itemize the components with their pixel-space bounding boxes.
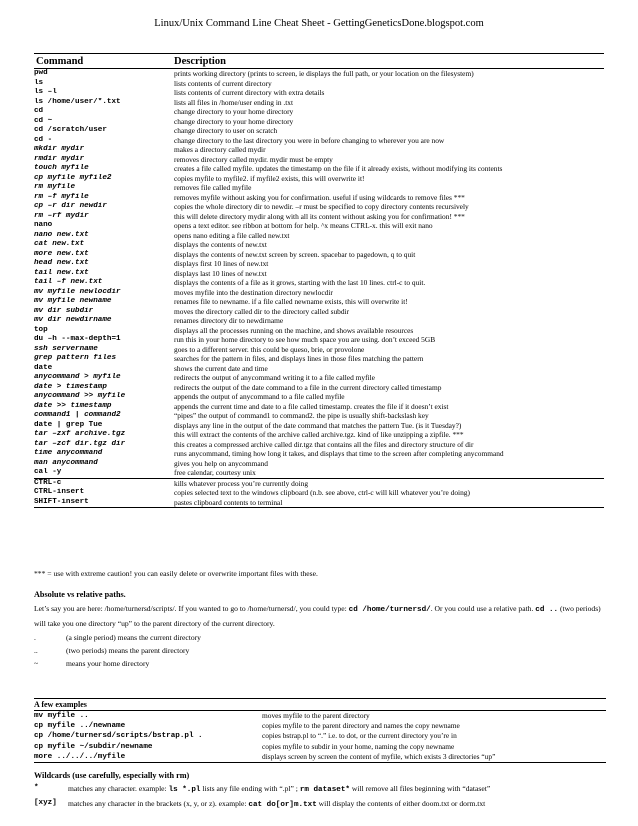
table-bottom-rule bbox=[34, 507, 604, 508]
table-row bbox=[34, 354, 604, 364]
path-symbol: . bbox=[34, 633, 36, 642]
example-row bbox=[34, 711, 606, 721]
example-description: copies bstrap.pl to “.” i.e. to dot, or the current directory you’re in bbox=[262, 731, 457, 741]
command-cell: cd - bbox=[34, 135, 53, 144]
command-cell: ssh servername bbox=[34, 344, 98, 353]
table-row bbox=[34, 383, 604, 393]
table-row bbox=[34, 202, 604, 212]
table-row bbox=[34, 430, 604, 440]
table-row bbox=[34, 288, 604, 298]
wildcard-symbol: * bbox=[34, 784, 39, 792]
command-cell: anycommand > myfile bbox=[34, 373, 121, 381]
wildcard-text: matches any character in the brackets (x, y, or z). example: bbox=[68, 799, 249, 808]
inline-code: cat do[or]m.txt bbox=[248, 801, 317, 809]
table-row bbox=[34, 231, 604, 241]
command-cell: ls bbox=[34, 78, 44, 87]
example-row bbox=[34, 731, 606, 741]
example-command: cp myfile ~/subdir/newname bbox=[34, 742, 153, 751]
table-row bbox=[34, 488, 604, 498]
table-row bbox=[34, 79, 604, 89]
description-cell: prints working directory (prints to screen, ie displays the full path, or your location on the filesystem) bbox=[174, 69, 474, 78]
examples-bottom-rule bbox=[34, 762, 606, 763]
wildcard-desc bbox=[68, 782, 490, 795]
command-cell: grep pattern files bbox=[34, 354, 117, 362]
description-cell: change directory to your home directory bbox=[174, 116, 294, 126]
command-cell: time anycommand bbox=[34, 449, 103, 457]
inline-code: cd /home/turnersd/ bbox=[348, 606, 431, 614]
table-row bbox=[34, 402, 604, 412]
description-cell: appends the current time and date to a file called timestamp. creates the file if it doesn’t exist bbox=[174, 401, 449, 411]
description-cell: removes file called myfile bbox=[174, 183, 252, 192]
command-cell: tar –zcf dir.tgz dir bbox=[34, 439, 126, 448]
table-row bbox=[34, 335, 604, 345]
description-cell: displays the contents of new.txt screen by screen. spacebar to pagedown, q to quit bbox=[174, 249, 416, 259]
description-cell: searches for the pattern in files, and displays lines in those files matching the pattern bbox=[174, 354, 424, 363]
description-cell: displays first 10 lines of new.txt bbox=[174, 259, 269, 268]
command-cell: ls –l bbox=[34, 88, 57, 96]
command-cell: date bbox=[34, 363, 53, 372]
path-symbol-desc: means your home directory bbox=[66, 659, 150, 668]
table-row bbox=[34, 164, 604, 174]
description-cell: removes directory called mydir. mydir must be empty bbox=[174, 154, 333, 164]
command-cell: mv myfile newlocdir bbox=[34, 287, 121, 296]
wildcard-row bbox=[34, 797, 606, 810]
paragraph-text: Let’s say you are here: /home/turnersd/scripts/. If you wanted to go to /home/turnersd/, you could type: bbox=[34, 604, 349, 613]
command-cell: cd bbox=[34, 107, 44, 115]
description-cell: free calendar, courtesy unix bbox=[174, 468, 256, 477]
caution-note: *** = use with extreme caution! you can easily delete or overwrite important files with these. bbox=[34, 569, 318, 578]
relative-paths-section bbox=[34, 590, 606, 670]
example-command: cp myfile ../newname bbox=[34, 722, 126, 731]
description-cell: renames directory dir to newdirname bbox=[174, 316, 284, 325]
description-cell: change directory to the last directory you were in before changing to wherever you are now bbox=[174, 135, 445, 145]
table-row bbox=[34, 326, 604, 336]
description-cell: redirects the output of the date command to a file in the current directory called timestamp bbox=[174, 382, 442, 392]
command-cell: cd /scratch/user bbox=[34, 126, 107, 134]
table-row bbox=[34, 307, 604, 317]
inline-code: ls *.pl bbox=[168, 786, 201, 794]
command-cell: cp myfile myfile2 bbox=[34, 173, 112, 182]
command-cell: ls /home/user/*.txt bbox=[34, 97, 121, 106]
table-row bbox=[34, 240, 604, 250]
description-cell: copies myfile to myfile2. if myfile2 exists, this will overwrite it! bbox=[174, 173, 365, 183]
path-symbol-list bbox=[34, 631, 606, 670]
command-cell: du –h --max-depth=1 bbox=[34, 335, 121, 343]
description-cell: goes to a different server. this could be queso, brie, or provolone bbox=[174, 344, 365, 354]
description-cell: opens nano editing a file called new.txt bbox=[174, 230, 290, 240]
example-command: mv myfile .. bbox=[34, 712, 89, 720]
path-symbol-desc: (a single period) means the current directory bbox=[66, 633, 201, 642]
table-row bbox=[34, 364, 604, 374]
table-row bbox=[34, 297, 604, 307]
description-cell: pastes clipboard contents to terminal bbox=[174, 497, 283, 507]
command-cell: cal -y bbox=[34, 468, 62, 476]
description-cell: displays the contents of a file as it grows, starting with the last 10 lines. ctrl-c to quit. bbox=[174, 278, 426, 287]
description-cell: lists all files in /home/user ending in .txt bbox=[174, 97, 294, 107]
description-cell: displays all the processes running on the machine, and shows available resources bbox=[174, 325, 414, 335]
wildcard-text: lists any file ending with “.pl” ; bbox=[200, 784, 300, 793]
table-row bbox=[34, 459, 604, 469]
command-cell: CTRL-insert bbox=[34, 488, 85, 496]
command-cell: anycommand >> myfile bbox=[34, 392, 126, 400]
wildcard-symbol: [xyz] bbox=[34, 799, 57, 807]
command-cell: rm –f myfile bbox=[34, 192, 89, 201]
description-cell: runs anycommand, timing how long it takes, and displays that time to the screen after completing anycommand bbox=[174, 449, 504, 458]
command-cell: head new.txt bbox=[34, 259, 89, 267]
table-row bbox=[34, 174, 604, 184]
table-row bbox=[34, 145, 604, 155]
command-cell: more new.txt bbox=[34, 249, 89, 258]
command-cell: cat new.txt bbox=[34, 240, 85, 248]
command-cell: tail new.txt bbox=[34, 268, 89, 277]
description-cell: kills whatever process you’re currently doing bbox=[174, 478, 309, 488]
command-cell: command1 | command2 bbox=[34, 411, 121, 419]
description-cell: redirects the output of anycommand writing it to a file called myfile bbox=[174, 373, 375, 382]
table-row bbox=[34, 269, 604, 279]
wildcards-title: Wildcards (use carefully, especially with rm) bbox=[34, 771, 190, 780]
description-cell: this will extract the contents of the archive called archive.tgz. kind of like unzipping a zipfile. *** bbox=[174, 430, 464, 439]
inline-code: cd .. bbox=[535, 606, 559, 614]
description-cell: copies the whole directory dir to newdir. –r must be specified to copy directory contents recursively bbox=[174, 202, 469, 211]
description-cell: displays any line in the output of the date command that matches the pattern Tue. (is it Tuesday?) bbox=[174, 420, 462, 430]
command-cell: cd ~ bbox=[34, 116, 53, 125]
description-cell: shows the current date and time bbox=[174, 363, 268, 373]
list-item bbox=[34, 644, 606, 657]
command-table bbox=[34, 53, 604, 508]
table-row bbox=[34, 468, 604, 478]
table-row bbox=[34, 373, 604, 383]
description-cell: change directory to your home directory bbox=[174, 107, 294, 116]
description-cell: copies selected text to the windows clipboard (n.b. see above, ctrl-c will kill whatever you’re doing) bbox=[174, 488, 470, 497]
table-row bbox=[34, 498, 604, 508]
example-description: copies myfile to subdir in your home, naming the copy newname bbox=[262, 741, 455, 751]
table-row bbox=[34, 259, 604, 269]
table-row bbox=[34, 345, 604, 355]
command-cell: CTRL-c bbox=[34, 478, 62, 487]
description-cell: “pipes” the output of command1 to command2. the pipe is usually shift-backslash key bbox=[174, 411, 429, 420]
command-cell: top bbox=[34, 325, 48, 334]
table-body bbox=[34, 69, 604, 507]
command-cell: date >> timestamp bbox=[34, 401, 112, 410]
table-row bbox=[34, 98, 604, 108]
path-symbol: ~ bbox=[34, 659, 39, 668]
header-description: Description bbox=[174, 55, 226, 67]
table-row bbox=[34, 155, 604, 165]
command-cell: cp –r dir newdir bbox=[34, 202, 107, 210]
paragraph-text: (two periods) will take you one directory “up” to the parent directory of the current directory. bbox=[34, 604, 601, 628]
command-cell: mkdir mydir bbox=[34, 145, 85, 153]
relative-paths-title: Absolute vs relative paths. bbox=[34, 590, 126, 599]
command-cell: tail –f new.txt bbox=[34, 278, 103, 286]
description-cell: run this in your home directory to see how much space you are using. don’t exceed 5GB bbox=[174, 335, 436, 344]
command-cell: rm myfile bbox=[34, 183, 76, 191]
description-cell: lists contents of current directory bbox=[174, 78, 272, 88]
examples-section bbox=[34, 698, 606, 763]
table-row bbox=[34, 126, 604, 136]
wildcards-section bbox=[34, 771, 606, 810]
table-row bbox=[34, 193, 604, 203]
table-row bbox=[34, 69, 604, 79]
table-row bbox=[34, 183, 604, 193]
description-cell: removes myfile without asking you for confirmation. useful if using wildcards to remove files *** bbox=[174, 192, 465, 202]
list-item bbox=[34, 657, 606, 670]
list-item bbox=[34, 631, 606, 644]
example-description: copies myfile to the parent directory and names the copy newname bbox=[262, 721, 460, 731]
table-row bbox=[34, 221, 604, 231]
command-cell: mv myfile newname bbox=[34, 297, 112, 305]
path-symbol: .. bbox=[34, 646, 38, 655]
paragraph-text: . Or you could use a relative path. bbox=[430, 604, 536, 613]
command-cell: rmdir mydir bbox=[34, 154, 85, 163]
command-cell: SHIFT-insert bbox=[34, 497, 89, 506]
description-cell: creates a file called myfile. updates the timestamp on the file if it already exists, without modifying its contents bbox=[174, 164, 503, 173]
table-row bbox=[34, 88, 604, 98]
wildcard-text: will display the contents of either doom.txt or dorm.txt bbox=[316, 799, 486, 808]
table-row bbox=[34, 212, 604, 222]
description-cell: change directory to user on scratch bbox=[174, 126, 278, 135]
table-row bbox=[34, 250, 604, 260]
table-row bbox=[34, 316, 604, 326]
description-cell: displays last 10 lines of new.txt bbox=[174, 268, 267, 278]
example-command: more ../../../myfile bbox=[34, 752, 126, 761]
table-row bbox=[34, 449, 604, 459]
command-cell: mv dir subdir bbox=[34, 306, 94, 315]
table-row bbox=[34, 440, 604, 450]
command-cell: date > timestamp bbox=[34, 382, 107, 391]
inline-code: rm dataset* bbox=[299, 786, 350, 794]
command-cell: nano bbox=[34, 221, 53, 229]
example-row bbox=[34, 721, 606, 731]
description-cell: displays the contents of new.txt bbox=[174, 240, 267, 249]
description-cell: gives you help on anycommand bbox=[174, 458, 269, 468]
example-description: moves myfile to the parent directory bbox=[262, 711, 370, 720]
description-cell: makes a directory called mydir bbox=[174, 145, 266, 154]
description-cell: this will delete directory mydir along with all its content without asking you for confirmation! *** bbox=[174, 211, 465, 221]
example-row bbox=[34, 752, 606, 762]
description-cell: renames file to newname. if a file called newname exists, this will overwrite it! bbox=[174, 297, 408, 306]
relative-paths-paragraph bbox=[34, 602, 606, 631]
header-command: Command bbox=[36, 55, 84, 67]
wildcard-desc bbox=[68, 797, 485, 810]
examples-title: A few examples bbox=[34, 698, 606, 711]
example-command: cp /home/turnersd/scripts/bstrap.pl . bbox=[34, 732, 203, 741]
table-row bbox=[34, 107, 604, 117]
description-cell: appends the output of anycommand to a file called myfile bbox=[174, 392, 345, 401]
table-row bbox=[34, 392, 604, 402]
command-cell: rm –rf mydir bbox=[34, 211, 89, 220]
table-row bbox=[34, 421, 604, 431]
description-cell: this creates a compressed archive called dir.tgz that contains all the files and directory structure of dir bbox=[174, 439, 474, 449]
command-cell: date | grep Tue bbox=[34, 420, 103, 429]
examples-body bbox=[34, 711, 606, 762]
command-cell: tar –zxf archive.tgz bbox=[34, 430, 126, 438]
page-title: Linux/Unix Command Line Cheat Sheet - GettingGeneticsDone.blogspot.com bbox=[154, 18, 484, 29]
table-row bbox=[34, 278, 604, 288]
description-cell: moves myfile into the destination directory newlocdir bbox=[174, 287, 333, 297]
description-cell: lists contents of current directory with extra details bbox=[174, 88, 325, 97]
command-cell: pwd bbox=[34, 69, 48, 77]
wildcard-text: will remove all files beginning with “dataset” bbox=[349, 784, 491, 793]
table-row bbox=[34, 411, 604, 421]
path-symbol-desc: (two periods) means the parent directory bbox=[66, 646, 190, 655]
table-row bbox=[34, 136, 604, 146]
description-cell: opens a text editor. see ribbon at bottom for help. ^x means CTRL-x. this will exit nano bbox=[174, 221, 433, 230]
table-row bbox=[34, 117, 604, 127]
example-row bbox=[34, 742, 606, 752]
command-cell: mv dir newdirname bbox=[34, 316, 112, 324]
table-row bbox=[34, 478, 604, 489]
command-cell: nano new.txt bbox=[34, 230, 89, 239]
table-header bbox=[34, 53, 604, 69]
command-cell: touch myfile bbox=[34, 164, 89, 172]
description-cell: moves the directory called dir to the directory called subdir bbox=[174, 306, 350, 316]
example-description: displays screen by screen the content of myfile, which exists 3 directories “up” bbox=[262, 751, 496, 761]
wildcard-text: matches any character. example: bbox=[68, 784, 169, 793]
command-cell: man anycommand bbox=[34, 458, 98, 467]
wildcard-row bbox=[34, 782, 606, 795]
